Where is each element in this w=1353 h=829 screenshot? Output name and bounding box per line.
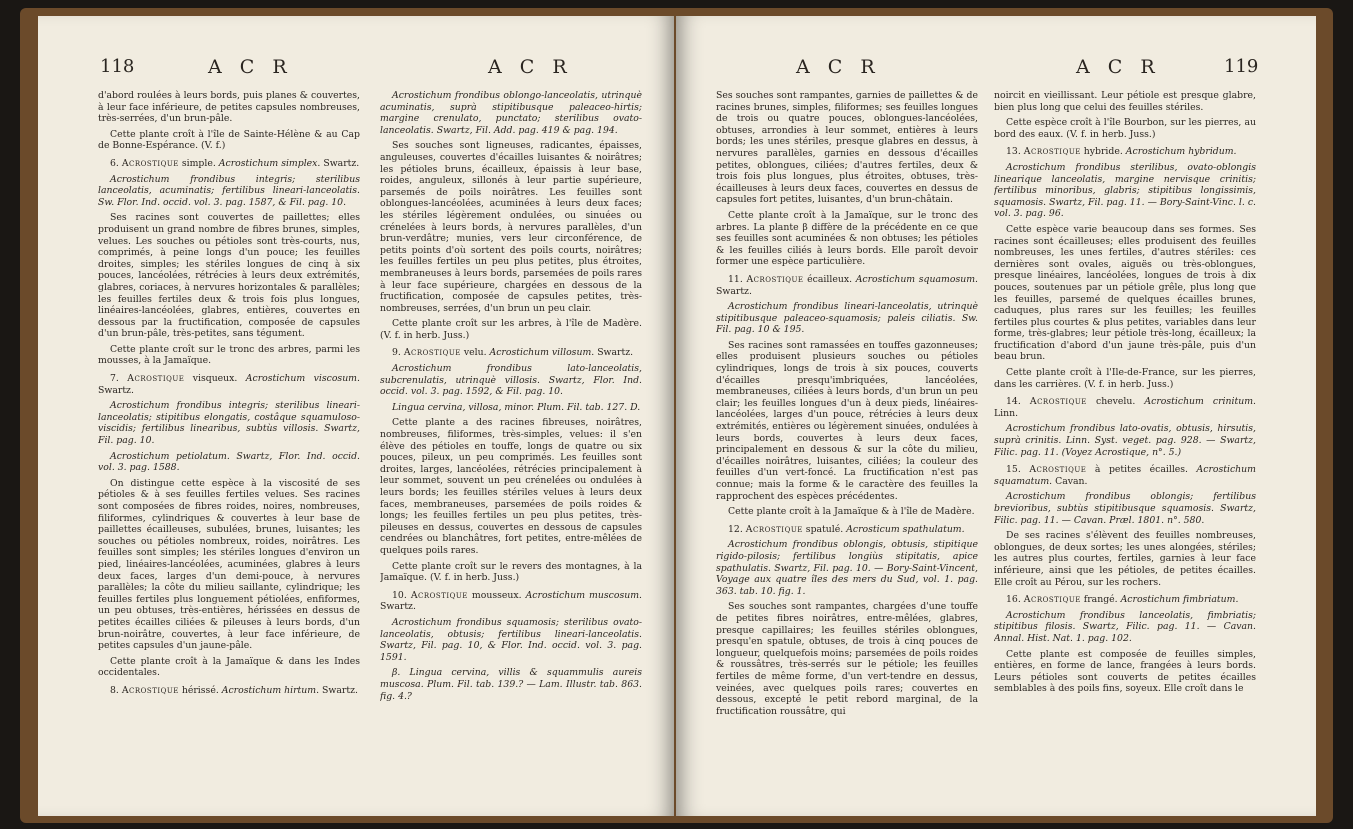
entry-number: 8. xyxy=(110,684,119,696)
species-entry-heading xyxy=(380,347,642,359)
entry-number: 16. xyxy=(1006,594,1021,606)
entry-name: velu. xyxy=(463,347,487,359)
entry-latin-name: Acrostichum squamosum. xyxy=(855,273,978,285)
entry-genus: Acrostique xyxy=(1029,464,1087,476)
species-entry-heading xyxy=(994,464,1256,487)
entry-number: 6. xyxy=(110,157,119,169)
entry-number: 15. xyxy=(1006,464,1021,476)
running-head-word: A C R xyxy=(488,56,573,78)
entry-latin-name: Acrostichum fimbriatum. xyxy=(1120,594,1239,606)
entry-latin-name: Acrostichum hybridum. xyxy=(1125,146,1237,158)
entry-genus: Acrostique xyxy=(410,589,468,601)
column-2 xyxy=(994,90,1256,796)
paragraph: Cette plante croît à la Jamaïque & dans les Indes occidentales. xyxy=(98,655,360,679)
entry-name: mousseux. xyxy=(471,589,522,601)
entry-author: Swartz. xyxy=(597,347,634,359)
entry-name: frangé. xyxy=(1083,594,1118,606)
text-columns xyxy=(716,90,1256,796)
paragraph: Cette plante croît sur les arbres, à l'île de Madère. (V. f. in herb. Juss.) xyxy=(380,318,642,341)
latin-description: Acrostichum frondibus lato-lanceolatis, subcrenulatis, utrinquè villosis. Swartz, Flor. Ind. occid. vol. 3. pag. 1592, & Fil. pag. 10. xyxy=(380,363,642,398)
latin-description: Acrostichum frondibus sterilibus, ovato-oblongis linearique lanceolatis, margine nervisque crinitis; fertilibus minoribus, glabris; stipitibus longissimis, squamosis. Swartz, Fil. pag. 11. — Bory-Saint-Vinc. l. c. vol. 3. pag. 96. xyxy=(994,161,1256,220)
paragraph: On distingue cette espèce à la viscosité de ses pétioles & à ses feuilles fertiles velues. Ses racines sont composées de fibres roides, noires, nombreuses, filiformes, cylindriques & couvertes à leur base de paillettes écailleuses, subulées, brunes, luisantes; les souches ou pétioles nombreux, roides, noirâtres. Les feuilles sont simples; les stériles longues d'environ un pied, linéaires-lancéolées, acuminées, glabres à leurs deux faces, larges d'un demi-pouce, à nervures parallèles; la côte du milieu saillante, cylindrique; les feuilles fertiles plus longuement pétiolées, enfiformes, un peu obtuses, très-entières, hérissées en dessus de petites écailles ciliées & pileuses à leurs bords, d'un brun-noirâtre, couvertes, à leur face inférieure, de petites capsules d'un jaune-pâle. xyxy=(98,477,360,652)
entry-number: 12. xyxy=(728,523,743,535)
paragraph: Cette plante croît à la Jamaïque & à l'île de Madère. xyxy=(728,506,975,518)
entry-latin-name: Acrosticum spathulatum. xyxy=(846,523,965,535)
latin-description: Acrostichum frondibus lato-ovatis, obtusis, hirsutis, suprà crinitis. Linn. Syst. veget. pag. 928. — Swartz, Filic. pag. 11. (Voyez Acrostique, n°. 5.) xyxy=(994,423,1256,458)
entry-author: Cavan. xyxy=(1055,475,1088,487)
entry-name: simple. xyxy=(181,157,216,169)
paragraph: Cette plante est composée de feuilles simples, entières, en forme de lance, frangées à leurs bords. Leurs pétioles sont couverts de petites écailles semblables à des poils fins, soyeux. Elle croît dans le xyxy=(994,648,1256,695)
latin-description: Acrostichum frondibus lineari-lanceolatis, utrinquè stipitibusque paleaceo-squamosis; paleis ciliatis. Sw. Fil. pag. 10 & 195. xyxy=(716,301,978,336)
entry-latin-name: Acrostichum viscosum. xyxy=(245,373,360,385)
latin-description: Lingua cervina, villosa, minor. Plum. Fil. tab. 127. D. xyxy=(392,401,641,413)
paragraph: d'abord roulées à leurs bords, puis planes & couvertes, à leur face inférieure, de petites capsules nombreuses, très-serrées, d'un brun-pâle. xyxy=(98,90,360,125)
paragraph: Cette plante croît à l'Ile-de-France, sur les pierres, dans les carrières. (V. f. in herb. Juss.) xyxy=(994,367,1256,390)
paragraph: Ses souches sont rampantes, chargées d'une touffe de petites fibres noirâtres, entre-mêlées, glabres, presque capillaires; les feuilles stériles oblongues, presqu'en spatule, obtuses, de trois à cinq pouces de longueur, quelquefois moins; parsemées de poils roides & roussâtres, très-serrés sur le pétiole; les feuilles fertiles de même forme, d'un vert-tendre en dessus, veinées, avec quelques poils rares; couvertes en dessous, excepté le petit rebord marginal, de la fructification roussâtre, qui xyxy=(716,601,978,717)
entry-name: hérissé. xyxy=(181,684,219,696)
entry-latin-name: Acrostichum crinitum. xyxy=(1144,396,1256,408)
text-columns xyxy=(98,90,642,796)
paragraph: Cette plante croît à l'île de Sainte-Hélène & au Cap de Bonne-Espérance. (V. f.) xyxy=(98,128,360,152)
paragraph: Cette plante croît sur le revers des montagnes, à la Jamaïque. (V. f. in herb. Juss.) xyxy=(380,560,642,584)
entry-genus: Acrostique xyxy=(127,373,185,385)
species-entry-heading xyxy=(98,158,360,170)
entry-genus: Acrostique xyxy=(1023,146,1081,158)
entry-author: Swartz. xyxy=(323,157,360,169)
entry-number: 10. xyxy=(392,589,407,601)
entry-genus: Acrostique xyxy=(746,273,804,285)
latin-description: Acrostichum frondibus oblongis; fertilibus brevioribus, subtùs stipitibusque squamosis. Swartz, Filic. pag. 11. — Cavan. Præl. 1801. n°. 580. xyxy=(994,491,1256,526)
paragraph: De ses racines s'élèvent des feuilles nombreuses, oblongues, de deux sortes; les unes alongées, stériles; les autres plus courtes, fertiles, garnies à leur face inférieure, ainsi que les pétioles, de petites écailles. Elle croît au Pérou, sur les rochers. xyxy=(994,530,1256,588)
latin-description: Acrostichum frondibus squamosis; sterilibus ovato-lanceolatis, obtusis; fertilibus lineari-lanceolatis. Swartz, Fil. pag. 10, & Flor. Ind. occid. vol. 3. pag. 1591. xyxy=(380,616,642,663)
entry-author: Swartz. xyxy=(716,285,752,297)
paragraph: Cette espèce croît à l'île Bourbon, sur les pierres, au bord des eaux. (V. f. in herb. Juss.) xyxy=(994,117,1256,140)
species-entry-heading xyxy=(994,146,1256,158)
entry-author: Swartz. xyxy=(380,601,416,613)
paragraph: Cette plante croît à la Jamaïque, sur le tronc des arbres. La plante β diffère de la précédente en ce que ses feuilles sont acuminées & non obtuses; les pétioles & les feuilles ciliés à leurs bords. Elle paroît devoir former une espèce particulière. xyxy=(716,209,978,268)
left-page xyxy=(38,16,674,816)
running-head-left-page xyxy=(38,56,674,86)
species-entry-heading xyxy=(716,274,978,297)
book xyxy=(20,8,1333,823)
species-entry-heading xyxy=(380,590,642,613)
species-entry-heading xyxy=(98,685,360,697)
latin-description: Acrostichum frondibus integris; sterilibus lineari-lanceolatis; stipitibus elongatis, costâque squamuloso-viscidis; fertilibus linearibus, subtùs villosis. Swartz, Fil. pag. 10. xyxy=(98,400,360,447)
entry-genus: Acrostique xyxy=(745,523,803,535)
entry-latin-name: Acrostichum muscosum. xyxy=(525,589,642,601)
entry-number: 9. xyxy=(392,347,401,359)
entry-name: à petites écailles. xyxy=(1094,464,1189,476)
entry-genus: Acrostique xyxy=(121,157,179,169)
species-entry-heading xyxy=(994,396,1256,419)
entry-number: 13. xyxy=(1006,146,1021,158)
entry-genus: Acrostique xyxy=(1029,396,1087,408)
latin-description: Acrostichum frondibus integris; sterilibus lanceolatis, acuminatis; fertilibus lineari-lanceolatis. Sw. Flor. Ind. occid. vol. 3. pag. 1587, & Fil. pag. 10. xyxy=(98,173,360,208)
running-head-right-page xyxy=(676,56,1316,86)
paragraph: Cette plante a des racines fibreuses, noirâtres, nombreuses, filiformes, très-simples, velues: il s'en élève des pétioles en touffe, longs de quatre ou six pouces, pileux, un peu comprimés. Les feuilles sont droites, larges, lancéolées, rétrécies principalement à leur sommet, souvent un peu crénelées ou ondulées à leurs bords; les feuilles stériles velues à leurs deux faces, membraneuses, parsemées de poils roides & longs; les feuilles fertiles un peu plus petites, très-pileuses en dessus, couvertes en dessous de capsules cendrées ou blanchâtres, fort petites, entre-mêlées de quelques poils rares. xyxy=(380,417,642,556)
species-entry-heading xyxy=(716,524,978,536)
page-number: 119 xyxy=(1224,56,1259,77)
right-page xyxy=(676,16,1316,816)
latin-description: Acrostichum frondibus lanceolatis, fimbriatis; stipitibus filosis. Swartz, Filic. pag. 11. — Cavan. Annal. Hist. Nat. 1. pag. 102. xyxy=(994,609,1256,644)
entry-name: hybride. xyxy=(1083,146,1123,158)
paragraph: noircit en vieillissant. Leur pétiole est presque glabre, bien plus long que celui des feuilles stériles. xyxy=(994,90,1256,113)
latin-description: Acrostichum petiolatum. Swartz, Flor. Ind. occid. vol. 3. pag. 1588. xyxy=(98,450,360,474)
running-head-word: A C R xyxy=(1076,56,1161,78)
page-number: 118 xyxy=(100,56,135,77)
entry-name: chevelu. xyxy=(1095,396,1136,408)
entry-number: 7. xyxy=(110,373,119,385)
paragraph: Ses souches sont ligneuses, radicantes, épaisses, anguleuses, couvertes d'écailles luisantes & noirâtres; les pétioles bruns, écailleux, épaissis à leur base, roides, anguleux, sillonés à leur partie supérieure, parsemés de poils noirâtres. Les feuilles sont oblongues-lancéolées, acuminées à leurs deux faces; les stériles légèrement ondulées, ou sinuées ou crénelées à leurs bords, à nervures parallèles, d'un brun-verdâtre; munies, vers leur circonférence, de petits points d'où sortent des poils courts, noirâtres; les feuilles fertiles un peu plus petites, plus étroites, membraneuses à leurs bords, parsemées de poils rares à leur face supérieure, chargées en dessous de la fructification, composée de capsules petites, très-nombreuses, serrées, d'un brun un peu clair. xyxy=(380,140,642,314)
paragraph: Cette espèce varie beaucoup dans ses formes. Ses racines sont écailleuses; elles produisent des feuilles nombreuses, les unes fertiles, d'autres stériles: ces dernières sont ovales, aiguës ou très-oblongues, presque linéaires, lancéolées, longues de trois à dix pouces, soutenues par un pétiole grêle, plus long que les feuilles, parsemé de quelques écailles brunes, caduques, plus rares sur les feuilles; les feuilles fertiles plus courtes & plus petites, variables dans leur forme, très-glabres; leur pétiole très-long, écailleux; la fructification d'abord d'un jaune très-pâle, puis d'un beau brun. xyxy=(994,223,1256,363)
entry-author: Linn. xyxy=(994,407,1019,419)
entry-name: écailleux. xyxy=(807,273,853,285)
species-entry-heading xyxy=(98,373,360,396)
paragraph: Ses souches sont rampantes, garnies de paillettes & de racines brunes, simples, filiformes; ses feuilles longues de trois ou quatre pouces, oblongues-lancéolées, obtuses, arrondies à leur sommet, entières à leurs bords; les unes stériles, presque glabres en dessus, à nervures parallèles, garnies en dessous d'écailles petites, oblongues, ciliées; d'autres fertiles, deux & trois fois plus longues, plus étroites, obtuses, très-écailleuses à leurs deux faces, couvertes en dessus de capsules fort petites, luisantes, d'un brun-châtain. xyxy=(716,90,978,206)
entry-latin-name: Acrostichum hirtum. xyxy=(221,684,320,696)
latin-description: β. Lingua cervina, villis & squammulis aureis muscosa. Plum. Fil. tab. 139.? — Lam. Illustr. tab. 863. fig. 4.? xyxy=(380,667,642,702)
entry-genus: Acrostique xyxy=(403,347,461,359)
latin-description: Acrostichum frondibus oblongis, obtusis, stipitique rigido-pilosis; fertilibus longiùs stipitatis, apice spathulatis. Swartz, Fil. pag. 10. — Bory-Saint-Vincent, Voyage aux quatre îles des mers du Sud, vol. 1. pag. 363. tab. 10. fig. 1. xyxy=(716,539,978,597)
column-1 xyxy=(716,90,978,796)
paragraph: Ses racines sont ramassées en touffes gazonneuses; elles produisent plusieurs souches ou pétioles cylindriques, longs de trois à six pouces, couverts d'écailles presqu'imbriquées, lancéolées, membraneuses, ciliées à leurs bords, d'un brun un peu clair; les feuilles longues d'un à deux pieds, linéaires-lancéolées, larges d'un pouce, rétrécies à leurs deux extrémités, entières ou légèrement sinuées, ondulées à leurs bords, couvertes à leurs deux faces, principalement en dessous & sur la côte du milieu, d'écailles noirâtres, luisantes, ciliées; la couleur des feuilles d'un vert-foncé. La fructification n'est pas connue; mais la forme & le caractère des feuilles la rapprochent des espèces précédentes. xyxy=(716,339,978,502)
running-head-word: A C R xyxy=(796,56,881,78)
entry-author: Swartz. xyxy=(98,384,134,396)
species-entry-heading xyxy=(994,594,1256,606)
entry-number: 11. xyxy=(728,273,743,285)
column-2 xyxy=(380,90,642,796)
entry-number: 14. xyxy=(1006,396,1021,408)
entry-latin-name: Acrostichum villosum. xyxy=(489,347,595,359)
entry-author: Swartz. xyxy=(322,684,358,696)
entry-name: spatulé. xyxy=(805,523,844,535)
entry-latin-name: Acrostichum simplex. xyxy=(218,157,321,169)
entry-genus: Acrostique xyxy=(121,684,179,696)
entry-latin-name: Acrostichum squamatum. xyxy=(994,464,1256,487)
entry-name: visqueux. xyxy=(192,373,238,385)
entry-genus: Acrostique xyxy=(1023,594,1081,606)
paragraph: Ses racines sont couvertes de paillettes; elles produisent un grand nombre de fibres brunes, simples, velues. Les souches ou pétioles sont très-courts, nus, comprimés, à peine longs d'un pouce; les feuilles droites, simples; les stériles longues de cinq à six pouces, lancéolées, rétrécies à leurs deux extrémités, glabres, coriaces, à nervures horizontales & parallèles; les feuilles fertiles deux & trois fois plus longues, linéaires-lancéolées, glabres, entières, couvertes en dessous par la fructification, composée de capsules d'un brun-pâle, très-petites, sans tégument. xyxy=(98,212,360,340)
column-1 xyxy=(98,90,360,796)
running-head-word: A C R xyxy=(208,56,293,78)
latin-description: Acrostichum frondibus oblongo-lanceolatis, utrinquè acuminatis, suprà stipitibusque paleaceo-hirtis; margine crenulato, punctato; sterilibus ovato-lanceolatis. Swartz, Fil. Add. pag. 419 & pag. 194. xyxy=(380,90,642,136)
paragraph: Cette plante croît sur le tronc des arbres, parmi les mousses, à la Jamaïque. xyxy=(98,343,360,367)
